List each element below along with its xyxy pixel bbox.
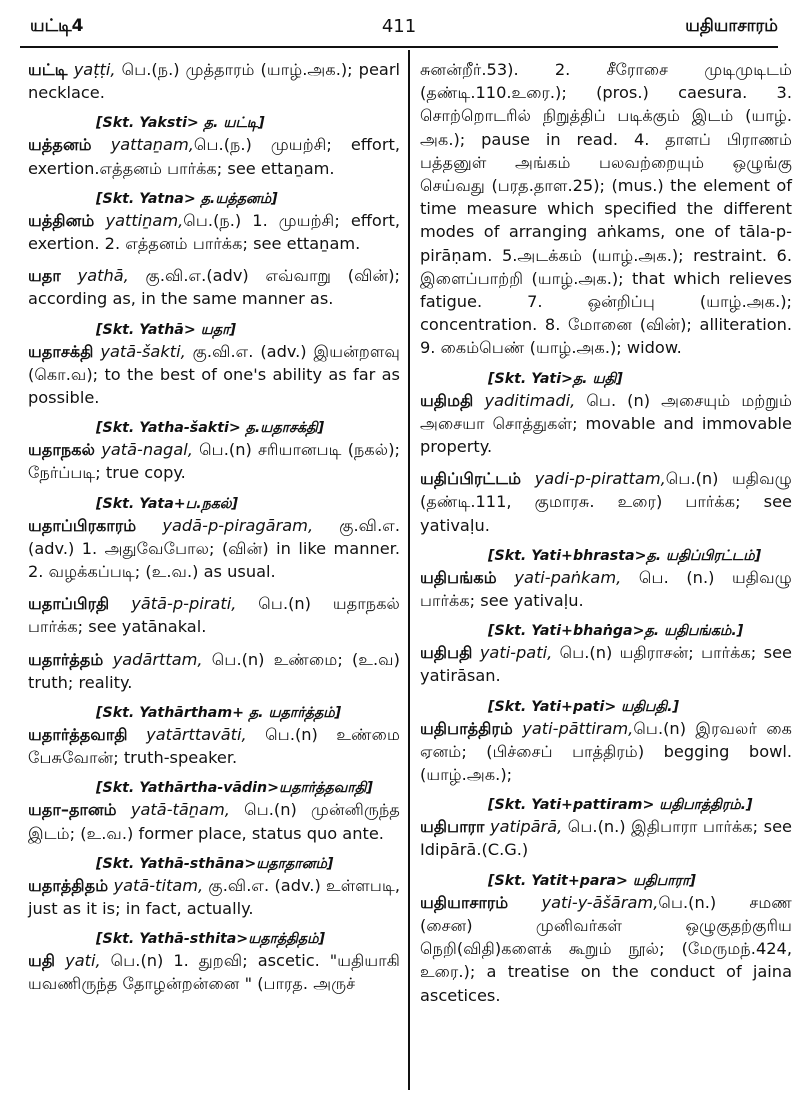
dictionary-entry <box>28 723 400 769</box>
transliteration: yatā-titam, <box>113 875 204 895</box>
etymology: [Skt. Yati+pattiram> யதிபாத்திரம்.] <box>488 797 753 814</box>
definition: பெ.(n.) சமண (சைன) முனிவர்கள் ஒழுகுதற்குரிய நெறி(விதி)களைக் கூறும் நூல்; (மேருமந்.424, உரை.); a treatise on the conduct of jaina ascetices. <box>420 892 792 1005</box>
dictionary-entry <box>420 58 792 360</box>
entry-text <box>420 389 792 459</box>
headword: யதி <box>28 951 56 971</box>
transliteration: yadā-p-piragāram, <box>162 515 314 535</box>
dictionary-entry <box>28 874 400 920</box>
entry-text <box>420 58 792 360</box>
etymology: [Skt. Yatna> த.யத்தனம்] <box>96 190 278 207</box>
headword: யதியாசாரம் <box>420 892 509 912</box>
entry-text <box>420 815 792 861</box>
dictionary-entry <box>28 438 400 484</box>
headword: யதிபாத்திரம் <box>420 718 513 738</box>
dictionary-entry <box>28 798 400 844</box>
transliteration: yathā, <box>77 266 129 286</box>
entry-text <box>420 566 792 612</box>
dictionary-entry <box>28 592 400 638</box>
definition: பெ.(n) இரவலர் கை ஏனம்; (பிச்சைப் பாத்திரம்) begging bowl. (யாழ்.அக.); <box>420 718 792 785</box>
right-column <box>420 58 792 1016</box>
entry-text <box>420 467 792 537</box>
headword: யத்தனம் <box>28 135 92 155</box>
headword: யதார்த்தம் <box>28 649 104 669</box>
dictionary-entry <box>420 467 792 537</box>
definition: பெ.(n) யதாநகல் பார்க்க; see yatānakal. <box>28 594 400 637</box>
entry-text <box>28 133 400 179</box>
etymology: [Skt. Yati+bhrasta>த. யதிப்பிரட்டம்] <box>488 547 762 564</box>
dictionary-entry <box>28 209 400 255</box>
definition: கு.வி.எ. (adv.) இயன்றளவு (கொ.வ); to the best of one's ability as far as possible. <box>28 341 400 408</box>
entry-text <box>28 264 400 310</box>
etymology: [Skt. Yaksti> த. யட்டி] <box>96 115 265 132</box>
definition: பெ.(ந.) 1. முயற்சி; effort, exertion. 2. எத்தனம் பார்க்க; see ettaṉam. <box>28 210 400 254</box>
transliteration: yadi-p-pirattam, <box>534 469 666 489</box>
headword: யதாசக்தி <box>28 341 94 361</box>
etymology: [Skt. Yathā-sthita>யதாத்திதம்] <box>96 931 326 948</box>
dictionary-entry <box>28 340 400 410</box>
definition: பெ.(n) யதிராசன்; பார்க்க; see yatirāsan. <box>420 643 792 686</box>
definition: பெ.(ந.) முயற்சி; effort, exertion.எத்தனம் பார்க்க; see ettaṉam. <box>28 135 400 178</box>
definition: பெ.(n) 1. துறவி; ascetic. "யதியாகி யவணிருந்த தோழன்றன்னை " (பாரத. அருச் <box>28 951 400 994</box>
transliteration: yati-pati, <box>479 643 553 663</box>
entry-text <box>28 874 400 920</box>
transliteration: yati-pāttiram, <box>522 718 634 738</box>
definition: கு.வி.எ. (adv.) உள்ளபடி, just as it is; in fact, actually. <box>28 875 400 919</box>
transliteration: yattaṉam, <box>110 135 194 155</box>
transliteration: yati, <box>65 951 101 971</box>
entry-text <box>28 723 400 769</box>
page-header <box>20 10 778 40</box>
definition: கு.வி.எ.(adv) எவ்வாறு (வின்); according as, in the same manner as. <box>28 266 401 309</box>
etymology: [Skt. Yati+pati> யதிபதி.] <box>488 698 679 715</box>
definition: பெ.(n) சரியானபடி (நகல்); நேர்ப்படி; true copy. <box>28 440 400 483</box>
definition: பெ.(n) யதிவழு (தண்டி.111, குமாரசு. உரை) பார்க்க; see yativaḷu. <box>420 469 792 535</box>
left-column <box>28 58 400 1005</box>
entry-text <box>28 949 400 995</box>
dictionary-entry <box>420 641 792 687</box>
headword: யதிபதி <box>420 643 473 663</box>
column-divider <box>408 50 410 1090</box>
entry-text <box>420 641 792 687</box>
definition: சுனன்றீர்.53). 2. சீரோசை முடிமுடிடம் (தண்டி.110.உரை.); (pros.) caesura. 3. சொற்றொடரில் நிறுத்திப் படிக்கும் இடம் (யாழ். அக.); pause in read. 4. தாளப் பிராணம் பத்தனுள் அங்கம் பலவற்றையும் ஒழுங்கு செய்வது (பரத.தாள.25); (mus.) the element of time measure which specified the different modes of arranging aṅkams, one of tāla-p-pirāṇam. 5.அடக்கம் (யாழ்.அக.); restraint. 6. இளைப்பாற்றி (யாழ்.அக.); that which relieves fatigue. 7. ஒன்றிப்பு (யாழ்.அக.); concentration. 8. மோனை (வின்); alliteration. 9. கைம்பெண் (யாழ்.அக.); widow. <box>420 60 792 358</box>
entry-text <box>420 717 792 787</box>
dictionary-entry <box>28 58 400 104</box>
headword: யதார்த்தவாதி <box>28 725 128 745</box>
transliteration: yatā-nagal, <box>101 440 193 460</box>
headword: யதிப்பிரட்டம் <box>420 469 522 489</box>
transliteration: yati-y-āšāram, <box>541 892 659 912</box>
headword: யதா–தானம் <box>28 800 117 820</box>
headword: யதிபாரா <box>420 817 485 837</box>
definition: பெ.(n.) இதிபாரா பார்க்க; see Idipārā.(C.G.) <box>420 817 792 860</box>
etymology: [Skt. Yatit+para> யதிபாரா] <box>488 872 696 889</box>
etymology: [Skt. Yathā> யதா] <box>96 321 236 338</box>
dictionary-entry <box>28 949 400 995</box>
dictionary-entry <box>28 648 400 694</box>
etymology: [Skt. Yathā-sthāna>யதாதானம்] <box>96 855 334 872</box>
header-rule <box>20 46 778 48</box>
headword: யதா <box>28 266 61 286</box>
transliteration: yati-paṅkam, <box>514 567 622 587</box>
transliteration: yātā-p-pirati, <box>131 594 237 614</box>
entry-text <box>28 209 400 255</box>
dictionary-entry <box>420 815 792 861</box>
page-number: 411 <box>381 16 417 37</box>
etymology: [Skt. Yati+bhaṅga>த. யதிபங்கம்.] <box>488 623 744 640</box>
dictionary-entry <box>420 389 792 459</box>
entry-text <box>28 798 400 844</box>
transliteration: yatā-šakti, <box>100 341 186 361</box>
transliteration: yatipārā, <box>490 817 563 837</box>
headword: யதாப்பிரகாரம் <box>28 515 137 535</box>
definition: பெ.(n) முன்னிருந்த இடம்; (உ.வ.) former place, status quo ante. <box>28 800 400 843</box>
headword: யதிமதி <box>420 390 474 410</box>
entry-text <box>28 340 400 410</box>
definition: பெ. (n.) யதிவழு பார்க்க; see yativaḷu. <box>420 567 792 611</box>
transliteration: yaṭṭi, <box>73 60 116 79</box>
entry-text <box>28 648 400 694</box>
headword: யதாப்பிரதி <box>28 594 110 614</box>
entry-text <box>28 592 400 638</box>
transliteration: yattiṉam, <box>105 210 184 230</box>
entry-text <box>28 438 400 484</box>
entry-text <box>420 891 792 1007</box>
running-head-left: யட்டி4 <box>30 16 84 36</box>
etymology: [Skt. Yatha-šakti> த.யதாசக்தி] <box>96 420 325 437</box>
dictionary-entry <box>28 264 400 310</box>
entry-text <box>28 58 400 104</box>
dictionary-entry <box>420 891 792 1007</box>
headword: யத்தினம் <box>28 210 95 230</box>
etymology: [Skt. Yathārtham+ த. யதார்த்தம்] <box>96 705 342 722</box>
transliteration: yatārttavāti, <box>146 725 247 745</box>
etymology: [Skt. Yati>த. யதி] <box>488 370 623 387</box>
dictionary-entry <box>420 717 792 787</box>
etymology: [Skt. Yata+ப.நகல்] <box>96 495 239 512</box>
definition: பெ.(n) உண்மை பேசுவோன்; truth-speaker. <box>28 725 400 768</box>
transliteration: yaditimadi, <box>484 390 576 410</box>
dictionary-entry <box>28 514 400 584</box>
definition: பெ.(ந.) முத்தாரம் (யாழ்.அக.); pearl necklace. <box>28 60 400 103</box>
definition: கு.வி.எ. (adv.) 1. அதுவேபோல; (வின்) in like manner. 2. வழக்கப்படி; (உ.வ.) as usual. <box>28 515 400 582</box>
dictionary-entry <box>28 133 400 179</box>
definition: பெ.(n) உண்மை; (உ.வ) truth; reality. <box>28 649 400 692</box>
headword: யட்டி <box>28 60 68 79</box>
headword: யதிபங்கம் <box>420 567 497 587</box>
entry-text <box>28 514 400 584</box>
headword: யதாத்திதம் <box>28 875 109 895</box>
definition: பெ. (n) அசையும் மற்றும் அசையா சொத்துகள்; movable and immovable property. <box>420 390 792 457</box>
running-head-right: யதியாசாரம் <box>685 16 778 36</box>
headword: யதாநகல் <box>28 440 96 460</box>
etymology: [Skt. Yathārtha-vādin>யதார்த்தவாதி] <box>96 780 373 797</box>
dictionary-entry <box>420 566 792 612</box>
transliteration: yatā-tāṉam, <box>130 800 230 820</box>
transliteration: yadārttam, <box>112 649 203 669</box>
